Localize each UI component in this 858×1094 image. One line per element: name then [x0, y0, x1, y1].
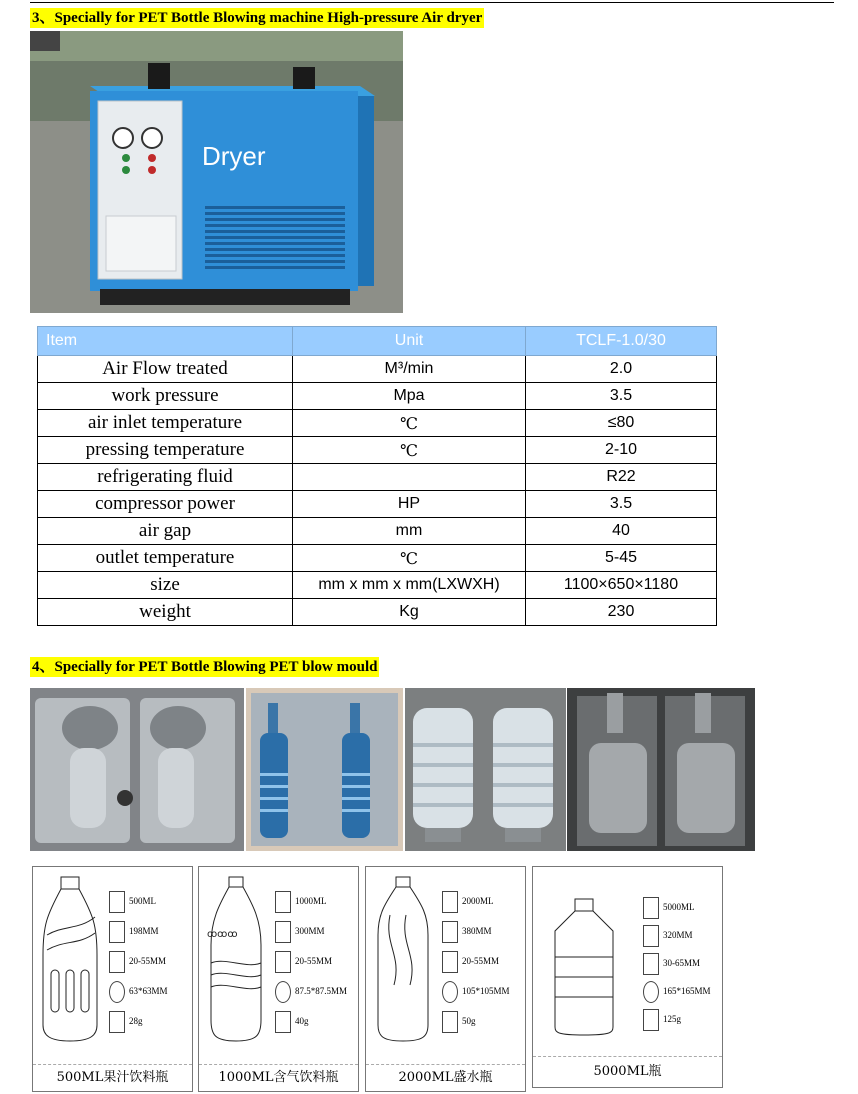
height-icon — [275, 921, 291, 943]
cell-value: ≤80 — [526, 410, 717, 437]
neck-icon — [275, 951, 291, 973]
neck-icon — [109, 951, 125, 973]
cell-unit: Kg — [293, 599, 526, 626]
drawing-caption: 5000ML瓶 — [533, 1056, 722, 1087]
cell-value: 40 — [526, 518, 717, 545]
bottle-outline-icon — [39, 875, 101, 1045]
cell-unit — [293, 464, 526, 491]
neck-icon — [442, 951, 458, 973]
table-row — [38, 572, 717, 599]
header-item: Item — [38, 327, 293, 356]
cell-unit: ℃ — [293, 437, 526, 464]
cell-item: Air Flow treated — [38, 356, 293, 383]
cell-value: 3.5 — [526, 491, 717, 518]
table-row — [38, 437, 717, 464]
bottle-outline-icon — [372, 875, 434, 1045]
bottle-drawing-500ml: 500ML 198MM 20-55MM 63*63MM 28g 500ML果汁饮料瓶 — [32, 866, 193, 1092]
top-rule — [30, 2, 834, 3]
table-row — [38, 599, 717, 626]
cell-unit: ℃ — [293, 410, 526, 437]
mould-photo-2 — [246, 688, 403, 851]
height-icon — [109, 921, 125, 943]
dryer-label: Dryer — [202, 141, 266, 171]
diameter-icon — [643, 981, 659, 1003]
preform-icon — [643, 1009, 659, 1031]
bottle-icon — [643, 897, 659, 919]
bottle-outline-icon — [549, 897, 619, 1037]
table-row — [38, 518, 717, 545]
cell-value: R22 — [526, 464, 717, 491]
cell-item: weight — [38, 599, 293, 626]
cell-value: 5-45 — [526, 545, 717, 572]
cell-item: refrigerating fluid — [38, 464, 293, 491]
svg-text:ꝏꝏꝏ: ꝏꝏꝏ — [207, 929, 238, 940]
table-row — [38, 545, 717, 572]
cell-value: 2.0 — [526, 356, 717, 383]
spec-table — [37, 326, 717, 626]
cell-item: outlet temperature — [38, 545, 293, 572]
height-icon — [643, 925, 659, 947]
cell-item: work pressure — [38, 383, 293, 410]
cell-unit: M³/min — [293, 356, 526, 383]
cell-item: compressor power — [38, 491, 293, 518]
cell-unit: mm — [293, 518, 526, 545]
cell-unit: mm x mm x mm(LXWXH) — [293, 572, 526, 599]
diameter-icon — [275, 981, 291, 1003]
header-model: TCLF-1.0/30 — [526, 327, 717, 356]
preform-icon — [442, 1011, 458, 1033]
cell-unit: Mpa — [293, 383, 526, 410]
bottle-icon — [275, 891, 291, 913]
cell-value: 230 — [526, 599, 717, 626]
diameter-icon — [442, 981, 458, 1003]
bottle-drawing-5000ml: 5000ML 320MM 30-65MM 165*165MM 125g 5000ML瓶 — [532, 866, 723, 1088]
table-row — [38, 491, 717, 518]
drawing-caption: 2000ML盛水瓶 — [366, 1064, 525, 1091]
preform-icon — [275, 1011, 291, 1033]
table-row — [38, 464, 717, 491]
cell-value: 3.5 — [526, 383, 717, 410]
table-header-row — [38, 327, 717, 356]
cell-unit: ℃ — [293, 545, 526, 572]
table-row — [38, 383, 717, 410]
table-row — [38, 356, 717, 383]
cell-value: 2-10 — [526, 437, 717, 464]
section-4-heading: 4、Specially for PET Bottle Blowing PET blow mould — [32, 659, 378, 675]
mould-photo-4 — [567, 688, 755, 851]
preform-icon — [109, 1011, 125, 1033]
header-unit: Unit — [293, 327, 526, 356]
bottle-drawing-2000ml: 2000ML 380MM 20-55MM 105*105MM 50g 2000ML盛水瓶 — [365, 866, 526, 1092]
bottle-icon — [442, 891, 458, 913]
cell-item: size — [38, 572, 293, 599]
cell-item: pressing temperature — [38, 437, 293, 464]
drawing-caption: 1000ML含气饮料瓶 — [199, 1064, 358, 1091]
bottle-outline-icon — [205, 875, 267, 1045]
cell-value: 1100×650×1180 — [526, 572, 717, 599]
cell-item: air inlet temperature — [38, 410, 293, 437]
height-icon — [442, 921, 458, 943]
section-3-heading: 3、Specially for PET Bottle Blowing machine High-pressure Air dryer — [32, 10, 483, 26]
table-row — [38, 410, 717, 437]
mould-photo-1 — [30, 688, 244, 851]
neck-icon — [643, 953, 659, 975]
cell-item: air gap — [38, 518, 293, 545]
dryer-photo — [30, 31, 403, 313]
mould-photo-3 — [405, 688, 566, 851]
drawing-caption: 500ML果汁饮料瓶 — [33, 1064, 192, 1091]
bottle-icon — [109, 891, 125, 913]
diameter-icon — [109, 981, 125, 1003]
cell-unit: HP — [293, 491, 526, 518]
bottle-drawing-1000ml: ꝏꝏꝏ 1000ML 300MM 20-55MM 87.5*87.5MM 40g 1000ML含气饮料瓶 — [198, 866, 359, 1092]
